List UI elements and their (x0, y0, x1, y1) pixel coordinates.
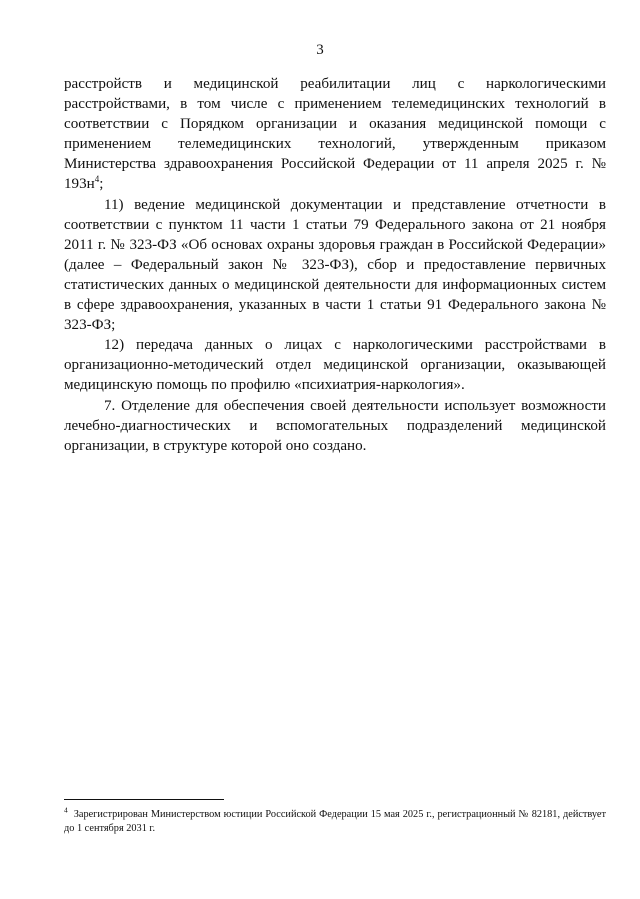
paragraph-continuation (64, 74, 606, 195)
page-number: 3 (316, 42, 324, 58)
footnote-text: Зарегистрирован Министерством юстиции Российской Федерации 15 мая 2025 г., регистрационный № 82181, действует до 1 сентября 2031 г. (64, 809, 606, 834)
clause-7: 7. Отделение для обеспечения своей деятельности использует возможности лечебно-диагностических и вспомогательных подразделений медицинской организации, в структуре которой оно создано. (64, 397, 606, 454)
footnote (64, 805, 606, 836)
paragraph-text: расстройств и медицинской реабилитации лиц с наркологическими расстройствами, в том числе с применением телемедицинских технологий в соответствии с Порядком организации и оказания медицинской помощи с применением телемедицинских технологий, утвержденным приказом Министерства здравоохранения Российской Федерации от 11 апреля 2025 г. № 193н (64, 76, 606, 193)
footnote-reference: 4 (94, 174, 100, 185)
list-item-11: 11) ведение медицинской документации и представление отчетности в соответствии с пунктом 11 части 1 статьи 79 Федерального закона от 21 ноября 2011 г. № 323-ФЗ «Об основах охраны здоровья граждан в Российской Федерации» (далее – Федеральный закон № 323-ФЗ), сбор и предоставление первичных статистических данных о медицинской деятельности для информационных систем в сфере здравоохранения, указанных в части 1 статьи 91 Федерального закона № 323-ФЗ; (64, 196, 606, 334)
list-item-12: 12) передача данных о лицах с наркологическими расстройствами в организационно-методический отдел медицинской организации, оказывающей медицинскую помощь по профилю «психиатрия-наркология». (64, 337, 606, 394)
footnote-divider (64, 799, 224, 800)
footnote-marker: 4 (64, 805, 68, 815)
paragraph-tail: ; (99, 176, 104, 193)
document-body (64, 74, 606, 456)
